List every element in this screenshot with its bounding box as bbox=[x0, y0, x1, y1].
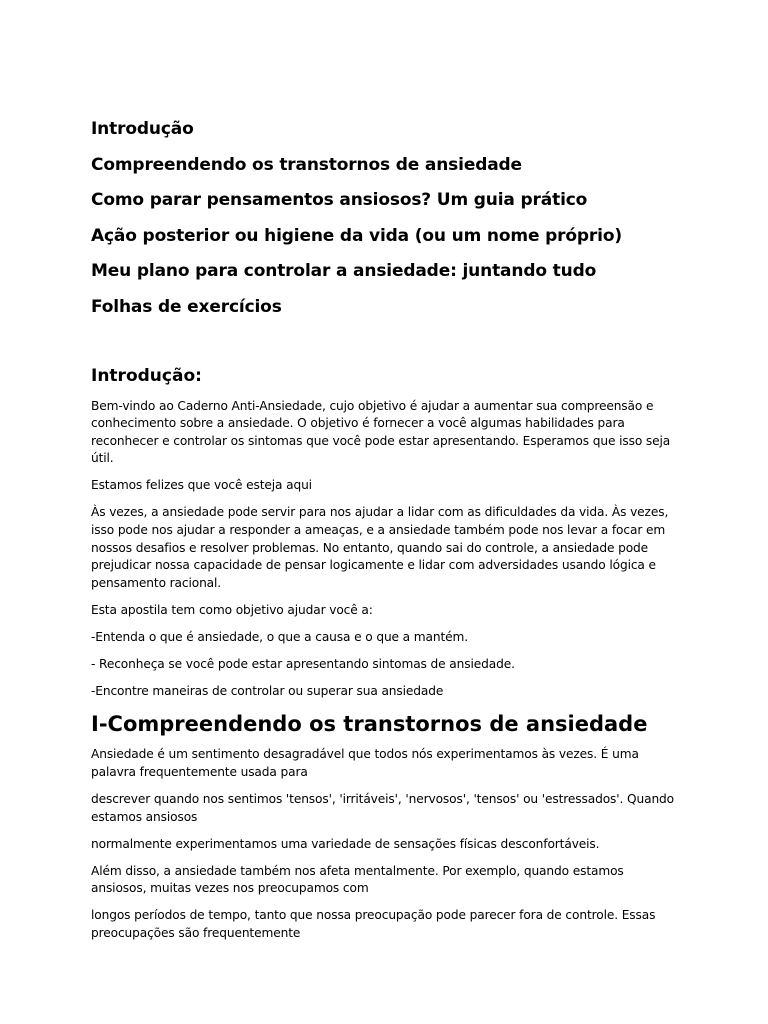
section-paragraph: Ansiedade é um sentimento desagradável que todos nós experimentamos às vezes. É uma palavra frequentemente usada para bbox=[91, 747, 639, 779]
section-paragraph: Além disso, a ansiedade também nos afeta mentalmente. Por exemplo, quando estamos ansiosos, muitas vezes nos preocupamos com bbox=[91, 863, 624, 896]
toc-item-introduction: Introdução bbox=[91, 119, 194, 139]
intro-paragraph: Esta apostila tem como objetivo ajudar você a: bbox=[91, 602, 373, 617]
toc-item-worksheets: Folhas de exercícios bbox=[91, 296, 282, 317]
section-paragraph: longos períodos de tempo, tanto que nossa preocupação pode parecer fora de controle. Essas preocupações são frequentemente bbox=[91, 908, 656, 941]
intro-list-item: - Reconheça se você pode estar apresentando sintomas de ansiedade. bbox=[91, 657, 515, 672]
intro-list-item: -Entenda o que é ansiedade, o que a causa e o que a mantém. bbox=[91, 630, 469, 645]
document-page bbox=[91, 118, 681, 952]
section-paragraph: normalmente experimentamos uma variedade de sensações físicas desconfortáveis. bbox=[91, 836, 600, 851]
table-of-contents bbox=[91, 118, 681, 318]
intro-paragraph: Bem-vindo ao Caderno Anti-Ansiedade, cujo objetivo é ajudar a aumentar sua compreensão e conhecimento sobre a ansiedade. O objetivo é fornecer a você algumas habilidades para reconhecer e controlar os sintomas que você pode estar apresentando. Esperamos que isso seja útil. bbox=[91, 398, 671, 466]
understanding-section bbox=[91, 710, 681, 942]
toc-item-life-hygiene: Ação posterior ou higiene da vida (ou um nome próprio) bbox=[91, 225, 622, 246]
introduction-section bbox=[91, 365, 681, 701]
intro-paragraph: Às vezes, a ansiedade pode servir para nos ajudar a lidar com as dificuldades da vida. Às vezes, isso pode nos ajudar a responder a ameaças, e a ansiedade também pode nos levar a focar em nossos desafios e resolver problemas. No entanto, quando sai do controle, a ansiedade pode prejudicar nossa capacidade de pensar logicamente e lidar com adversidades usando lógica e pensamento racional. bbox=[91, 505, 669, 590]
toc-item-stop-anxious-thoughts: Como parar pensamentos ansiosos? Um guia prático bbox=[91, 190, 588, 210]
toc-item-my-plan: Meu plano para controlar a ansiedade: juntando tudo bbox=[91, 261, 597, 281]
section-paragraph: descrever quando nos sentimos 'tensos', 'irritáveis', 'nervosos', 'tensos' ou 'estressados'. Quando estamos ansiosos bbox=[91, 792, 675, 824]
introduction-heading: Introdução: bbox=[91, 365, 202, 386]
intro-list-item: -Encontre maneiras de controlar ou superar sua ansiedade bbox=[91, 684, 444, 699]
intro-paragraph: Estamos felizes que você esteja aqui bbox=[91, 478, 312, 493]
toc-item-understanding-disorders: Compreendendo os transtornos de ansiedade bbox=[91, 154, 522, 175]
understanding-heading: I-Compreendendo os transtornos de ansiedade bbox=[91, 712, 648, 737]
